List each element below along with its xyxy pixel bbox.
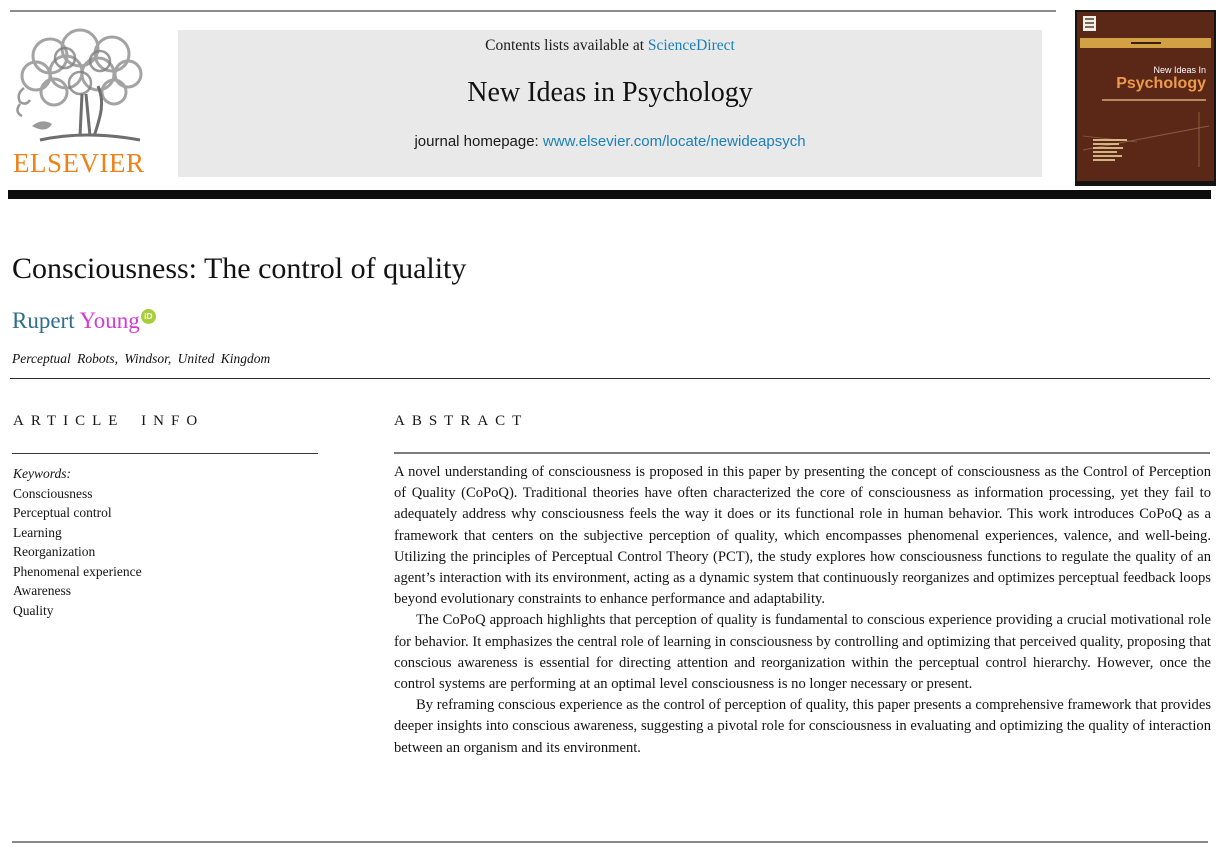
cover-subtitle-rule bbox=[1102, 99, 1206, 101]
elsevier-tree-icon bbox=[10, 28, 168, 148]
journal-homepage-link[interactable]: www.elsevier.com/locate/newideapsych bbox=[542, 133, 806, 150]
abstract-rule bbox=[394, 452, 1210, 454]
keyword-item: Consciousness bbox=[13, 485, 93, 501]
sciencedirect-link[interactable]: ScienceDirect bbox=[647, 37, 735, 54]
abstract-paragraph: By reframing conscious experience as the control of perception of quality, this paper presents a comprehensive framework that provides deeper insights into conscious awareness, suggesting a pivotal role for consciousness in evaluating and optimizing the quality of interaction between an organism and its environment. bbox=[394, 697, 1211, 756]
author-first-name[interactable]: Rupert bbox=[12, 308, 80, 333]
contents-line-text: Contents lists available at bbox=[485, 37, 648, 54]
elsevier-wordmark: ELSEVIER bbox=[13, 148, 145, 178]
keywords-list bbox=[13, 464, 313, 620]
cover-title-line2: Psychology bbox=[1116, 75, 1206, 92]
keyword-item: Phenomenal experience bbox=[13, 563, 142, 579]
header-black-bar bbox=[8, 190, 1211, 199]
contents-line bbox=[178, 37, 1042, 55]
article-info-heading: ARTICLE INFO bbox=[13, 413, 205, 429]
abstract-text bbox=[394, 462, 1211, 759]
paper-title: Consciousness: The control of quality bbox=[12, 252, 467, 285]
cover-publisher-mark-icon bbox=[1083, 16, 1096, 31]
journal-banner bbox=[178, 30, 1042, 177]
journal-cover-thumbnail[interactable] bbox=[1075, 10, 1216, 186]
keyword-item: Awareness bbox=[13, 583, 71, 598]
keywords-label: Keywords: bbox=[13, 466, 71, 481]
keyword-item: Reorganization bbox=[13, 544, 96, 559]
keyword-item: Perceptual control bbox=[13, 505, 112, 520]
abstract-heading: ABSTRACT bbox=[394, 413, 529, 429]
abstract-paragraph: A novel understanding of consciousness is proposed in this paper by presenting the concept of consciousness as the Control of Perception of Quality (CoPoQ). Traditional theories have often characterized the core of consciousness as information processing, yet they fail to adequately address why consciousness feels the way it does or its functional role in human behavior. This work introduces CoPoQ as a framework that centers on the subjective perception of quality, which encompasses phenomenal experiences, valence, and well-being. Utilizing the principles of Perceptual Control Theory (PCT), the study explores how consciousness functions to regulate the quality of an agent’s interaction with its environment, acting as a dynamic system that continuously reorganizes and optimizes perceptual feedback loops beyond evolutionary constraints to enhance performance and adaptability. bbox=[394, 464, 1211, 608]
keyword-item: Learning bbox=[13, 524, 62, 540]
bottom-divider-rule bbox=[12, 841, 1208, 843]
cover-gold-band bbox=[1080, 38, 1211, 48]
homepage-line bbox=[178, 133, 1042, 150]
author-affiliation: Perceptual Robots, Windsor, United Kingdom bbox=[12, 351, 271, 366]
abstract-paragraph: The CoPoQ approach highlights that perception of quality is fundamental to conscious experience providing a crucial motivational role for behavior. It emphasizes the central role of learning in consciousness by controlling and optimizing that perceived quality, proposing that conscious awareness is essential for directing attention and reorganization within the perceptual control hierarchy. However, once the control systems are performing at an optimal level consciousness is no longer necessary or present. bbox=[394, 612, 1211, 693]
elsevier-logo bbox=[10, 28, 172, 178]
cover-editor-text-block bbox=[1093, 139, 1127, 163]
journal-title: New Ideas in Psychology bbox=[467, 77, 753, 108]
author-last-name[interactable]: Young bbox=[79, 308, 140, 333]
orcid-icon[interactable]: iD bbox=[141, 309, 156, 324]
cover-title-line1: New Ideas In bbox=[1153, 65, 1206, 75]
top-hairline-rule bbox=[10, 10, 1056, 12]
keyword-item: Quality bbox=[13, 602, 54, 618]
article-info-rule bbox=[12, 453, 318, 454]
title-divider-rule bbox=[10, 378, 1210, 379]
homepage-label: journal homepage: bbox=[414, 133, 543, 150]
author-line bbox=[12, 308, 156, 334]
